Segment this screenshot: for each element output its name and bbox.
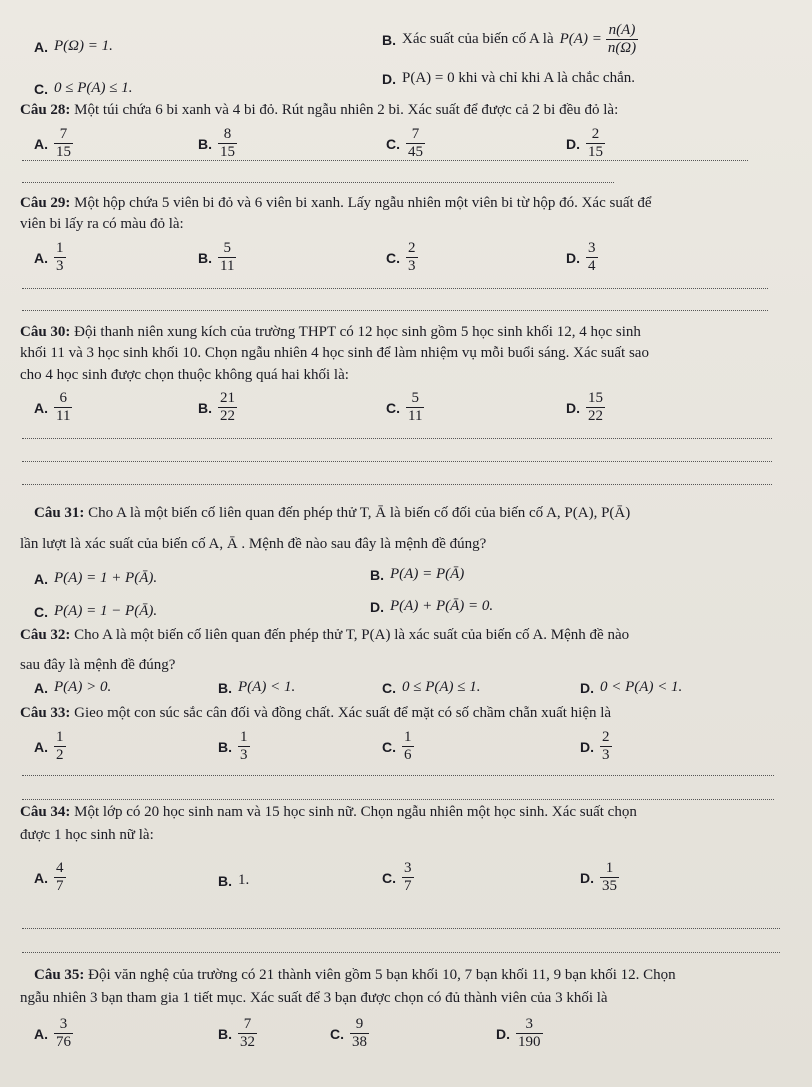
option-fraction: [218, 240, 236, 275]
fraction-denominator: 22: [220, 408, 235, 424]
option-text: P(A) < 1.: [238, 679, 296, 695]
fraction-numerator: 8: [223, 126, 232, 142]
option-label: C.: [382, 738, 396, 755]
option-fraction: [350, 1016, 369, 1051]
fraction-numerator: 15: [588, 390, 603, 406]
option-label: B.: [198, 399, 212, 416]
answer-dotted-line: [22, 438, 772, 439]
q31-option-c: [34, 603, 157, 620]
option-label: C.: [382, 869, 396, 886]
question-28: [20, 101, 618, 119]
fraction-denominator: 190: [518, 1034, 541, 1050]
fraction-denominator: 6: [404, 747, 412, 763]
option-text: 0 ≤ P(A) ≤ 1.: [54, 80, 133, 96]
fraction-denominator: 3: [408, 258, 416, 274]
option-label: D.: [566, 399, 580, 416]
question-35-line2: ngẫu nhiên 3 bạn tham gia 1 tiết mục. Xác suất để 3 bạn được chọn có đủ thành viên của 3 khối là: [20, 990, 608, 1006]
q33-option-b: [218, 729, 250, 764]
fraction-numerator: 3: [404, 860, 412, 876]
option-label: D.: [382, 70, 396, 87]
fraction-denominator: 15: [56, 144, 71, 160]
option-label: A.: [34, 679, 48, 696]
q35-option-b: [218, 1016, 257, 1051]
option-fraction: [586, 390, 605, 425]
question-text: Một hộp chứa 5 viên bi đỏ và 6 viên bi xanh. Lấy ngẫu nhiên một viên bi từ hộp đó. Xác suất để: [74, 195, 652, 211]
answer-dotted-line: [22, 484, 772, 485]
option-label: D.: [580, 738, 594, 755]
question-text: Gieo một con súc sắc cân đối và đồng chất. Xác suất để mặt có số chầm chẵn xuất hiện là: [74, 705, 612, 721]
fraction-numerator: 3: [525, 1016, 533, 1032]
fraction-denominator: n(Ω): [607, 40, 637, 56]
q29-option-a: [34, 240, 66, 275]
fraction-denominator: 15: [220, 144, 235, 160]
question-text: Cho A là một biến cố liên quan đến phép thử T, Ā là biến cố đối của biến cố A, P(A), P(Ā): [88, 505, 631, 521]
q28-option-c: [386, 126, 425, 161]
option-label: C.: [382, 679, 396, 696]
q32-option-c: [382, 679, 481, 696]
option-label: A.: [34, 869, 48, 886]
option-text: P(A) = 1 − P(Ā).: [54, 603, 158, 619]
answer-dotted-line: [22, 928, 780, 929]
fraction-numerator: 5: [411, 390, 419, 406]
option-fraction: [54, 1016, 73, 1051]
option-label: D.: [580, 679, 594, 696]
option-fraction: [406, 390, 424, 425]
option-label: A.: [34, 399, 48, 416]
fraction-denominator: 38: [352, 1034, 367, 1050]
fraction-denominator: 3: [602, 747, 610, 763]
q32-option-b: [218, 679, 295, 696]
question-number: Câu 32:: [20, 627, 71, 643]
option-fraction: [516, 1016, 543, 1051]
option-text: Xác suất của biến cố A là: [402, 31, 554, 47]
question-text: Một túi chứa 6 bi xanh và 4 bi đỏ. Rút ngẫu nhiên 2 bi. Xác suất để được cả 2 bi đều đỏ là:: [74, 102, 619, 118]
option-text: P(Ω) = 1.: [54, 38, 113, 54]
option-label: D.: [566, 249, 580, 266]
option-text: 0 ≤ P(A) ≤ 1.: [402, 679, 481, 695]
fraction-numerator: 2: [591, 126, 600, 142]
option-label: B.: [198, 249, 212, 266]
option-label: C.: [386, 135, 400, 152]
top-option-b: [382, 22, 638, 57]
option-fraction: [54, 860, 66, 895]
question-number: Câu 28:: [20, 102, 71, 118]
q29-option-d: [566, 240, 598, 275]
top-option-a: [34, 38, 113, 55]
q30-option-c: [386, 390, 424, 425]
option-fraction: [606, 22, 638, 57]
question-text: Cho A là một biến cố liên quan đến phép thử T, P(A) là xác suất của biến cố A. Mệnh đề nào: [74, 627, 630, 643]
option-label: B.: [370, 566, 384, 583]
option-fraction: [218, 390, 237, 425]
option-label: D.: [566, 135, 580, 152]
fraction-denominator: 32: [240, 1034, 255, 1050]
option-fraction: [586, 240, 598, 275]
option-text: P(A) + P(Ā) = 0.: [390, 598, 494, 614]
fraction-numerator: 1: [56, 729, 64, 745]
option-label: B.: [218, 738, 232, 755]
top-option-d: [382, 70, 635, 87]
q34-option-c: [382, 860, 414, 895]
option-label: B.: [218, 1025, 232, 1042]
question-number: Câu 30:: [20, 324, 71, 340]
top-option-c: [34, 80, 133, 97]
answer-dotted-line: [22, 160, 748, 161]
answer-dotted-line: [22, 775, 774, 776]
option-text: P(A) = 1 + P(Ā).: [54, 570, 158, 586]
option-fraction: [54, 240, 66, 275]
fraction-denominator: 2: [56, 747, 64, 763]
fraction-numerator: 3: [588, 240, 596, 256]
q32-option-a: [34, 679, 111, 696]
option-fraction: [600, 860, 619, 895]
q31-option-d: [370, 598, 493, 615]
question-number: Câu 29:: [20, 195, 71, 211]
question-32: [20, 626, 629, 644]
option-fraction: [600, 729, 612, 764]
question-34: [20, 803, 637, 821]
q35-option-a: [34, 1016, 73, 1051]
question-number: Câu 33:: [20, 705, 71, 721]
question-30-line3: cho 4 học sinh được chọn thuộc không quá hai khối là:: [20, 367, 349, 383]
fraction-denominator: 11: [408, 408, 423, 424]
fraction-denominator: 3: [56, 258, 64, 274]
answer-dotted-line: [22, 182, 614, 183]
fraction-numerator: 7: [243, 1016, 252, 1032]
option-label: B.: [218, 679, 232, 696]
answer-dotted-line: [22, 461, 772, 462]
fraction-denominator: 11: [56, 408, 71, 424]
fraction-numerator: 4: [56, 860, 64, 876]
question-text: Đội văn nghệ của trường có 21 thành viên gồm 5 bạn khối 10, 7 bạn khối 11, 9 bạn khối 12. Chọn: [88, 967, 676, 983]
q33-option-a: [34, 729, 66, 764]
fraction-denominator: 11: [220, 258, 235, 274]
fraction-numerator: 1: [240, 729, 248, 745]
fraction-numerator: 2: [602, 729, 610, 745]
option-label: C.: [386, 399, 400, 416]
q29-option-b: [198, 240, 236, 275]
fraction-numerator: 1: [404, 729, 412, 745]
option-label: A.: [34, 38, 48, 55]
option-fraction: [406, 240, 418, 275]
option-label: D.: [580, 869, 594, 886]
q33-option-c: [382, 729, 414, 764]
fraction-numerator: 1: [56, 240, 64, 256]
option-text: 1.: [238, 872, 250, 888]
fraction-denominator: 4: [588, 258, 596, 274]
question-number: Câu 31:: [34, 505, 85, 521]
option-text: P(A) = P(Ā): [390, 566, 465, 582]
question-30-line2: khối 11 và 3 học sinh khối 10. Chọn ngẫu nhiên 4 học sinh để làm nhiệm vụ mỗi buổi sáng. Xác suất sao: [20, 345, 649, 361]
q34-option-d: [580, 860, 619, 895]
option-fraction: [54, 729, 66, 764]
question-34-line2: được 1 học sinh nữ là:: [20, 827, 154, 843]
question-29: [20, 194, 652, 212]
question-35: [34, 966, 676, 984]
option-fraction: [54, 126, 73, 161]
q32-option-d: [580, 679, 682, 696]
option-label: C.: [34, 80, 48, 97]
option-label: A.: [34, 1025, 48, 1042]
q35-option-d: [496, 1016, 543, 1051]
q31-option-b: [370, 566, 464, 583]
q29-option-c: [386, 240, 418, 275]
option-label: A.: [34, 570, 48, 587]
q30-option-a: [34, 390, 72, 425]
option-fraction: [238, 729, 250, 764]
option-fraction: [238, 1016, 257, 1051]
option-label: A.: [34, 738, 48, 755]
option-label: B.: [198, 135, 212, 152]
fraction-numerator: 9: [355, 1016, 364, 1032]
answer-dotted-line: [22, 310, 768, 311]
option-text: P(A) = 0 khi và chỉ khi A là chắc chắn.: [402, 70, 635, 86]
q34-option-b: [218, 872, 249, 889]
answer-dotted-line: [22, 799, 774, 800]
q28-option-d: [566, 126, 605, 161]
fraction-numerator: 5: [223, 240, 231, 256]
question-text: Đội thanh niên xung kích của trường THPT có 12 học sinh gồm 5 học sinh khối 12, 4 học sinh: [74, 324, 641, 340]
option-label: C.: [330, 1025, 344, 1042]
option-label: C.: [386, 249, 400, 266]
fraction-denominator: 22: [588, 408, 603, 424]
fraction-numerator: 1: [605, 860, 614, 876]
fraction-denominator: 76: [56, 1034, 71, 1050]
question-31-line2: lần lượt là xác suất của biến cố A, Ā . Mệnh đề nào sau đây là mệnh đề đúng?: [20, 536, 487, 552]
option-label: D.: [370, 598, 384, 615]
option-label: B.: [218, 872, 232, 889]
option-fraction: [402, 729, 414, 764]
option-fraction: [54, 390, 72, 425]
question-text: Một lớp có 20 học sinh nam và 15 học sinh nữ. Chọn ngẫu nhiên một học sinh. Xác suất chọn: [74, 804, 637, 820]
question-29-line2: viên bi lấy ra có màu đỏ là:: [20, 216, 184, 232]
fraction-numerator: n(A): [608, 22, 636, 38]
option-fraction: [586, 126, 605, 161]
fraction-denominator: 3: [240, 747, 248, 763]
fraction-denominator: 7: [404, 878, 412, 894]
answer-dotted-line: [22, 952, 780, 953]
answer-dotted-line: [22, 288, 768, 289]
fraction-numerator: 6: [59, 390, 67, 406]
option-label: A.: [34, 135, 48, 152]
q30-option-b: [198, 390, 237, 425]
fraction-numerator: 7: [411, 126, 420, 142]
fraction-denominator: 15: [588, 144, 603, 160]
fraction-denominator: 35: [602, 878, 617, 894]
option-fraction: [406, 126, 425, 161]
option-text: 0 < P(A) < 1.: [600, 679, 683, 695]
question-number: Câu 34:: [20, 804, 71, 820]
question-32-line2: sau đây là mệnh đề đúng?: [20, 657, 176, 673]
fraction-denominator: 7: [56, 878, 64, 894]
option-label: C.: [34, 603, 48, 620]
option-text: P(A) > 0.: [54, 679, 112, 695]
fraction-denominator: 45: [408, 144, 423, 160]
question-30: [20, 323, 641, 341]
question-33: [20, 704, 611, 722]
question-number: Câu 35:: [34, 967, 85, 983]
fraction-numerator: 3: [59, 1016, 68, 1032]
option-formula: P(A) =: [559, 31, 602, 47]
q35-option-c: [330, 1016, 369, 1051]
q28-option-a: [34, 126, 73, 161]
option-fraction: [402, 860, 414, 895]
option-label: B.: [382, 31, 396, 48]
option-fraction: [218, 126, 237, 161]
q28-option-b: [198, 126, 237, 161]
option-label: A.: [34, 249, 48, 266]
option-label: D.: [496, 1025, 510, 1042]
q33-option-d: [580, 729, 612, 764]
q30-option-d: [566, 390, 605, 425]
question-31: [34, 504, 630, 522]
fraction-numerator: 2: [408, 240, 416, 256]
q31-option-a: [34, 570, 157, 587]
q34-option-a: [34, 860, 66, 895]
fraction-numerator: 21: [220, 390, 235, 406]
fraction-numerator: 7: [59, 126, 68, 142]
